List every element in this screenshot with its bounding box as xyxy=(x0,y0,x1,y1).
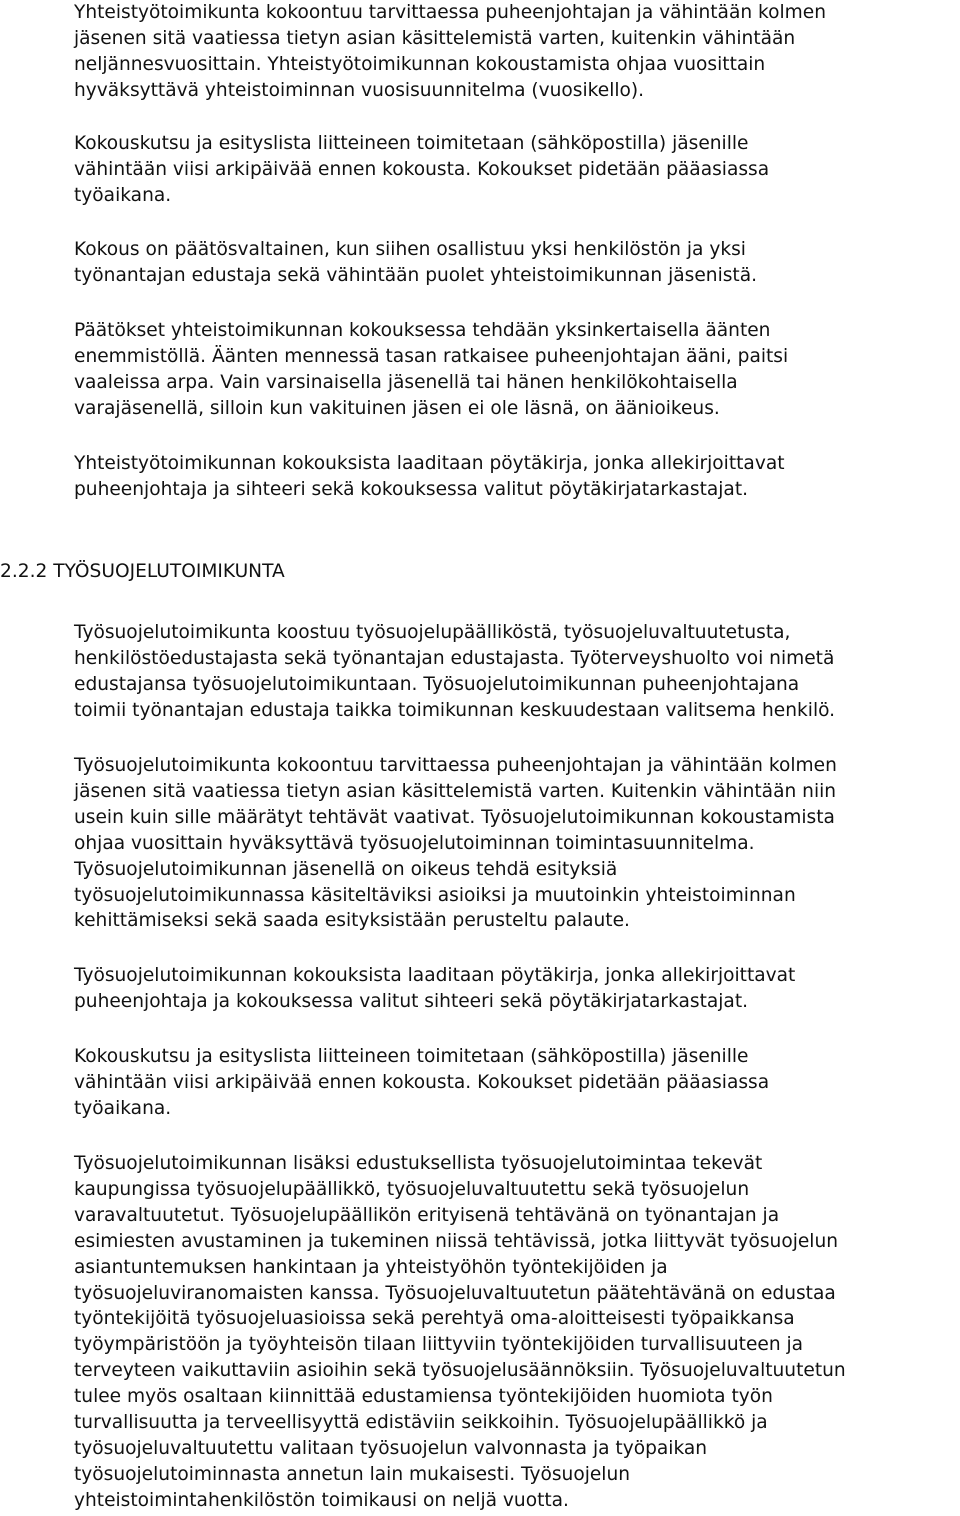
text-line: asiantuntemuksen hankintaan ja yhteistyöhön työntekijöiden ja xyxy=(74,1256,668,1278)
paragraph-ts-representatives xyxy=(74,1151,960,1514)
text-line: Työsuojelutoimikunnan kokouksista laaditaan pöytäkirja, jonka allekirjoittavat xyxy=(74,965,796,986)
text-line: työsuojelutoimikunnassa käsiteltäviksi asioiksi ja muutoinkin yhteistoiminnan xyxy=(74,884,796,906)
text-line: työaikana. xyxy=(74,184,172,206)
text-line: toimii työnantajan edustaja taikka toimikunnan keskuudestaan valitsema henkilö. xyxy=(74,699,836,721)
text-line: vähintään viisi arkipäivää ennen kokousta. Kokoukset pidetään pääasiassa xyxy=(74,158,770,180)
paragraph-ts-meeting-frequency xyxy=(74,753,960,934)
text-line: työympäristöön ja työyhteisön tilaan liittyviin työntekijöiden turvallisuuteen ja xyxy=(74,1334,804,1356)
text-line: puheenjohtaja ja kokouksessa valitut sihteeri sekä pöytäkirjatarkastajat. xyxy=(74,990,749,1012)
paragraph-ts-minutes xyxy=(74,963,960,1015)
text-line: jäsenen sitä vaatiessa tietyn asian käsittelemistä varten. Kuitenkin vähintään niin xyxy=(74,780,837,802)
text-line: puheenjohtaja ja sihteeri sekä kokouksessa valitut pöytäkirjatarkastajat. xyxy=(74,478,749,500)
text-line: työntekijöitä työsuojeluasioissa sekä perehtyä oma-aloitteisesti työpaikkansa xyxy=(74,1308,795,1330)
text-line: Päätökset yhteistoimikunnan kokouksessa tehdään yksinkertaisella äänten xyxy=(74,320,771,341)
text-line: työaikana. xyxy=(74,1097,172,1119)
paragraph-yt-decisions xyxy=(74,318,960,422)
text-line: työsuojeluvaltuutettu valitaan työsuojelun valvonnasta ja työpaikan xyxy=(74,1437,708,1459)
text-line: Yhteistyötoimikunta kokoontuu tarvittaessa puheenjohtajan ja vähintään kolmen xyxy=(74,2,827,23)
text-line: vähintään viisi arkipäivää ennen kokousta. Kokoukset pidetään pääasiassa xyxy=(74,1071,770,1093)
text-line: turvallisuutta ja terveellisyyttä edistäviin seikkoihin. Työsuojelupäällikkö ja xyxy=(74,1412,768,1434)
text-line: yhteistoimintahenkilöstön toimikausi on neljä vuotta. xyxy=(74,1489,569,1511)
text-line: edustajansa työsuojelutoimikuntaan. Työsuojelutoimikunnan puheenjohtajana xyxy=(74,673,800,695)
text-line: tulee myös osaltaan kiinnittää edustamiensa työntekijöiden huomiota työn xyxy=(74,1386,773,1408)
text-line: kaupungissa työsuojelupäällikkö, työsuojeluvaltuutettu sekä työsuojelun xyxy=(74,1178,750,1200)
text-line: ohjaa vuosittain hyväksyttävä työsuojelutoiminnan toimintasuunnitelma. xyxy=(74,832,755,854)
text-line: Kokous on päätösvaltainen, kun siihen osallistuu yksi henkilöstön ja yksi xyxy=(74,239,746,260)
section-heading: 2.2.2 TYÖSUOJELUTOIMIKUNTA xyxy=(0,561,285,582)
paragraph-yt-quorum xyxy=(74,237,960,289)
text-line: neljännesvuosittain. Yhteistyötoimikunnan kokoustamista ohjaa vuosittain xyxy=(74,53,766,75)
text-line: henkilöstöedustajasta sekä työnantajan edustajasta. Työterveyshuolto voi nimetä xyxy=(74,647,835,669)
text-line: hyväksyttävä yhteistoiminnan vuosisuunnitelma (vuosikello). xyxy=(74,79,645,101)
text-line: vaaleissa arpa. Vain varsinaisella jäsenellä tai hänen henkilökohtaisella xyxy=(74,371,738,393)
text-line: varajäsenellä, silloin kun vakituinen jäsen ei ole läsnä, on äänioikeus. xyxy=(74,397,720,419)
paragraph-ts-composition xyxy=(74,620,960,724)
paragraph-yt-meeting-frequency xyxy=(74,0,960,104)
text-line: Työsuojelutoimikunta kokoontuu tarvittaessa puheenjohtajan ja vähintään kolmen xyxy=(74,755,837,776)
text-line: enemmistöllä. Äänten mennessä tasan ratkaisee puheenjohtajan ääni, paitsi xyxy=(74,345,789,367)
text-line: Työsuojelutoimikunnan lisäksi edustuksellista työsuojelutoimintaa tekevät xyxy=(74,1153,763,1174)
text-line: jäsenen sitä vaatiessa tietyn asian käsittelemistä varten, kuitenkin vähintään xyxy=(74,27,796,49)
paragraph-yt-minutes xyxy=(74,451,960,503)
text-line: usein kuin sille määrätyt tehtävät vaativat. Työsuojelutoimikunnan kokoustamista xyxy=(74,806,835,828)
text-line: esimiesten avustaminen ja tukeminen niissä tehtävissä, jotka liittyvät työsuojelun xyxy=(74,1230,839,1252)
paragraph-yt-invitation xyxy=(74,131,960,209)
text-line: kehittämiseksi sekä saada esityksistään perusteltu palaute. xyxy=(74,910,630,932)
text-line: Kokouskutsu ja esityslista liitteineen toimitetaan (sähköpostilla) jäsenille xyxy=(74,133,749,154)
text-line: työsuojelutoiminnasta annetun lain mukaisesti. Työsuojelun xyxy=(74,1463,631,1485)
text-line: Työsuojelutoimikunnan jäsenellä on oikeus tehdä esityksiä xyxy=(74,858,618,880)
text-line: Kokouskutsu ja esityslista liitteineen toimitetaan (sähköpostilla) jäsenille xyxy=(74,1046,749,1067)
text-line: työnantajan edustaja sekä vähintään puolet yhteistoimikunnan jäsenistä. xyxy=(74,264,758,286)
text-line: Työsuojelutoimikunta koostuu työsuojelupäälliköstä, työsuojeluvaltuutetusta, xyxy=(74,622,791,643)
text-line: terveyteen vaikuttaviin asioihin sekä työsuojelusäännöksiin. Työsuojeluvaltuutetun xyxy=(74,1360,846,1382)
text-line: työsuojeluviranomaisten kanssa. Työsuojeluvaltuutetun päätehtävänä on edustaa xyxy=(74,1282,836,1304)
text-line: varavaltuutetut. Työsuojelupäällikön erityisenä tehtävänä on työnantajan ja xyxy=(74,1204,780,1226)
paragraph-ts-invitation xyxy=(74,1044,960,1122)
text-line: Yhteistyötoimikunnan kokouksista laaditaan pöytäkirja, jonka allekirjoittavat xyxy=(74,453,785,474)
